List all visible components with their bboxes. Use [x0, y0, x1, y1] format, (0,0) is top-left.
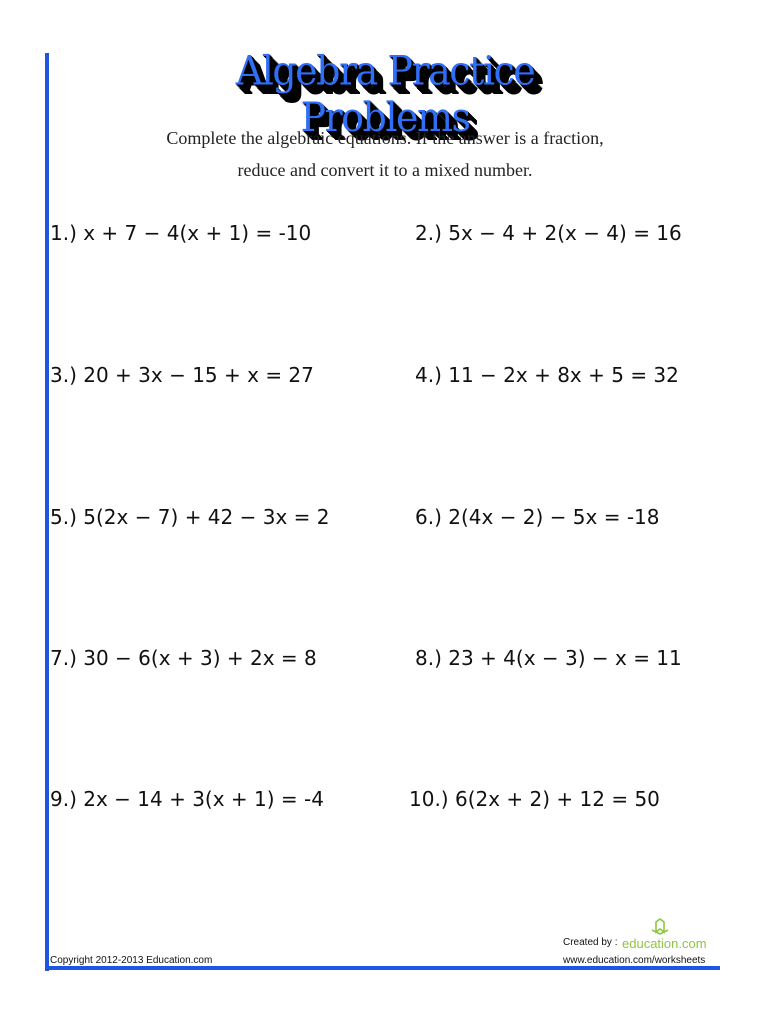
problem-8: 8.) 23 + 4(x − 3) − x = 11 — [415, 646, 682, 670]
problem-3: 3.) 20 + 3x − 15 + x = 27 — [50, 363, 314, 387]
problem-2: 2.) 5x − 4 + 2(x − 4) = 16 — [415, 221, 682, 245]
copyright-text: Copyright 2012-2013 Education.com — [50, 955, 213, 966]
problem-7: 7.) 30 − 6(x + 3) + 2x = 8 — [50, 646, 317, 670]
logo-text: education.com — [622, 936, 707, 951]
bottom-border-rule — [45, 966, 720, 970]
worksheet-title: Algebra Practice Problems — [235, 47, 535, 141]
problem-10: 10.) 6(2x + 2) + 12 = 50 — [409, 787, 660, 811]
instructions-line-2: reduce and convert it to a mixed number. — [237, 160, 533, 180]
instructions — [100, 122, 670, 186]
left-border-rule — [45, 53, 49, 971]
created-by-label: Created by : — [563, 937, 618, 948]
problem-1: 1.) x + 7 − 4(x + 1) = -10 — [50, 221, 312, 245]
instructions-line-1: Complete the algebraic equations. If the answer is a fraction, — [166, 128, 604, 148]
education-logo-icon — [622, 918, 714, 952]
problem-5: 5.) 5(2x − 7) + 42 − 3x = 2 — [50, 505, 330, 529]
problem-4: 4.) 11 − 2x + 8x + 5 = 32 — [415, 363, 679, 387]
worksheets-url[interactable]: www.education.com/worksheets — [563, 955, 706, 966]
problem-9: 9.) 2x − 14 + 3(x + 1) = -4 — [50, 787, 324, 811]
problem-6: 6.) 2(4x − 2) − 5x = -18 — [415, 505, 660, 529]
